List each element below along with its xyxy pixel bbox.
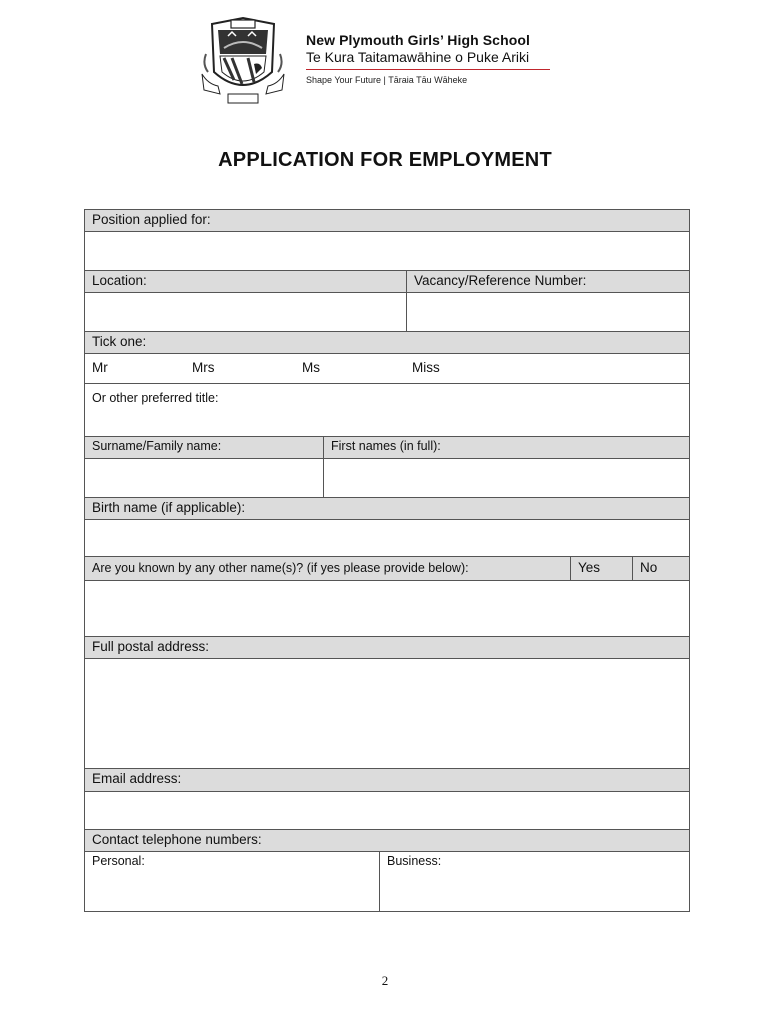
email-label: Email address: (85, 769, 689, 791)
title-options (85, 354, 689, 383)
first-names-label: First names (in full): (323, 437, 689, 458)
divider (306, 69, 550, 70)
surname-label: Surname/Family name: (85, 437, 323, 458)
other-names-field[interactable] (85, 581, 689, 636)
other-title-field[interactable] (85, 384, 689, 436)
school-crest-logo (198, 14, 288, 108)
school-tagline: Shape Your Future | Tāraia Tāu Wāheke (306, 75, 468, 85)
page-title: APPLICATION FOR EMPLOYMENT (218, 149, 552, 171)
page-number: 2 (381, 973, 389, 988)
position-label: Position applied for: (85, 210, 689, 231)
employment-form (84, 209, 690, 912)
title-option-mr[interactable]: Mr (92, 360, 108, 375)
personal-phone-label: Personal: (92, 854, 145, 868)
other-title-label: Or other preferred title: (92, 391, 219, 405)
no-option[interactable]: No (632, 557, 689, 580)
surname-field[interactable] (85, 459, 323, 497)
other-names-label: Are you known by any other name(s)? (if yes please provide below): (85, 557, 570, 580)
business-phone-field[interactable] (379, 852, 689, 911)
email-field[interactable] (85, 792, 689, 829)
birth-name-field[interactable] (85, 520, 689, 556)
phone-label: Contact telephone numbers: (85, 830, 689, 851)
title-option-mrs[interactable]: Mrs (192, 360, 215, 375)
postal-address-field[interactable] (85, 659, 689, 768)
title-option-ms[interactable]: Ms (302, 360, 320, 375)
business-phone-label: Business: (387, 854, 442, 868)
first-names-field[interactable] (323, 459, 689, 497)
personal-phone-field[interactable] (85, 852, 379, 911)
vacancy-label: Vacancy/Reference Number: (406, 271, 689, 292)
postal-address-label: Full postal address: (85, 637, 689, 658)
location-label: Location: (85, 271, 406, 292)
birth-name-label: Birth name (if applicable): (85, 498, 689, 519)
school-name: New Plymouth Girls’ High School (306, 32, 531, 48)
school-header (198, 14, 558, 110)
title-option-miss[interactable]: Miss (412, 360, 440, 375)
location-field[interactable] (85, 293, 406, 331)
position-field[interactable] (85, 232, 689, 270)
tick-one-label: Tick one: (85, 332, 689, 353)
school-name-maori: Te Kura Taitamawāhine o Puke Ariki (306, 49, 530, 65)
vacancy-field[interactable] (406, 293, 689, 331)
yes-option[interactable]: Yes (570, 557, 632, 580)
